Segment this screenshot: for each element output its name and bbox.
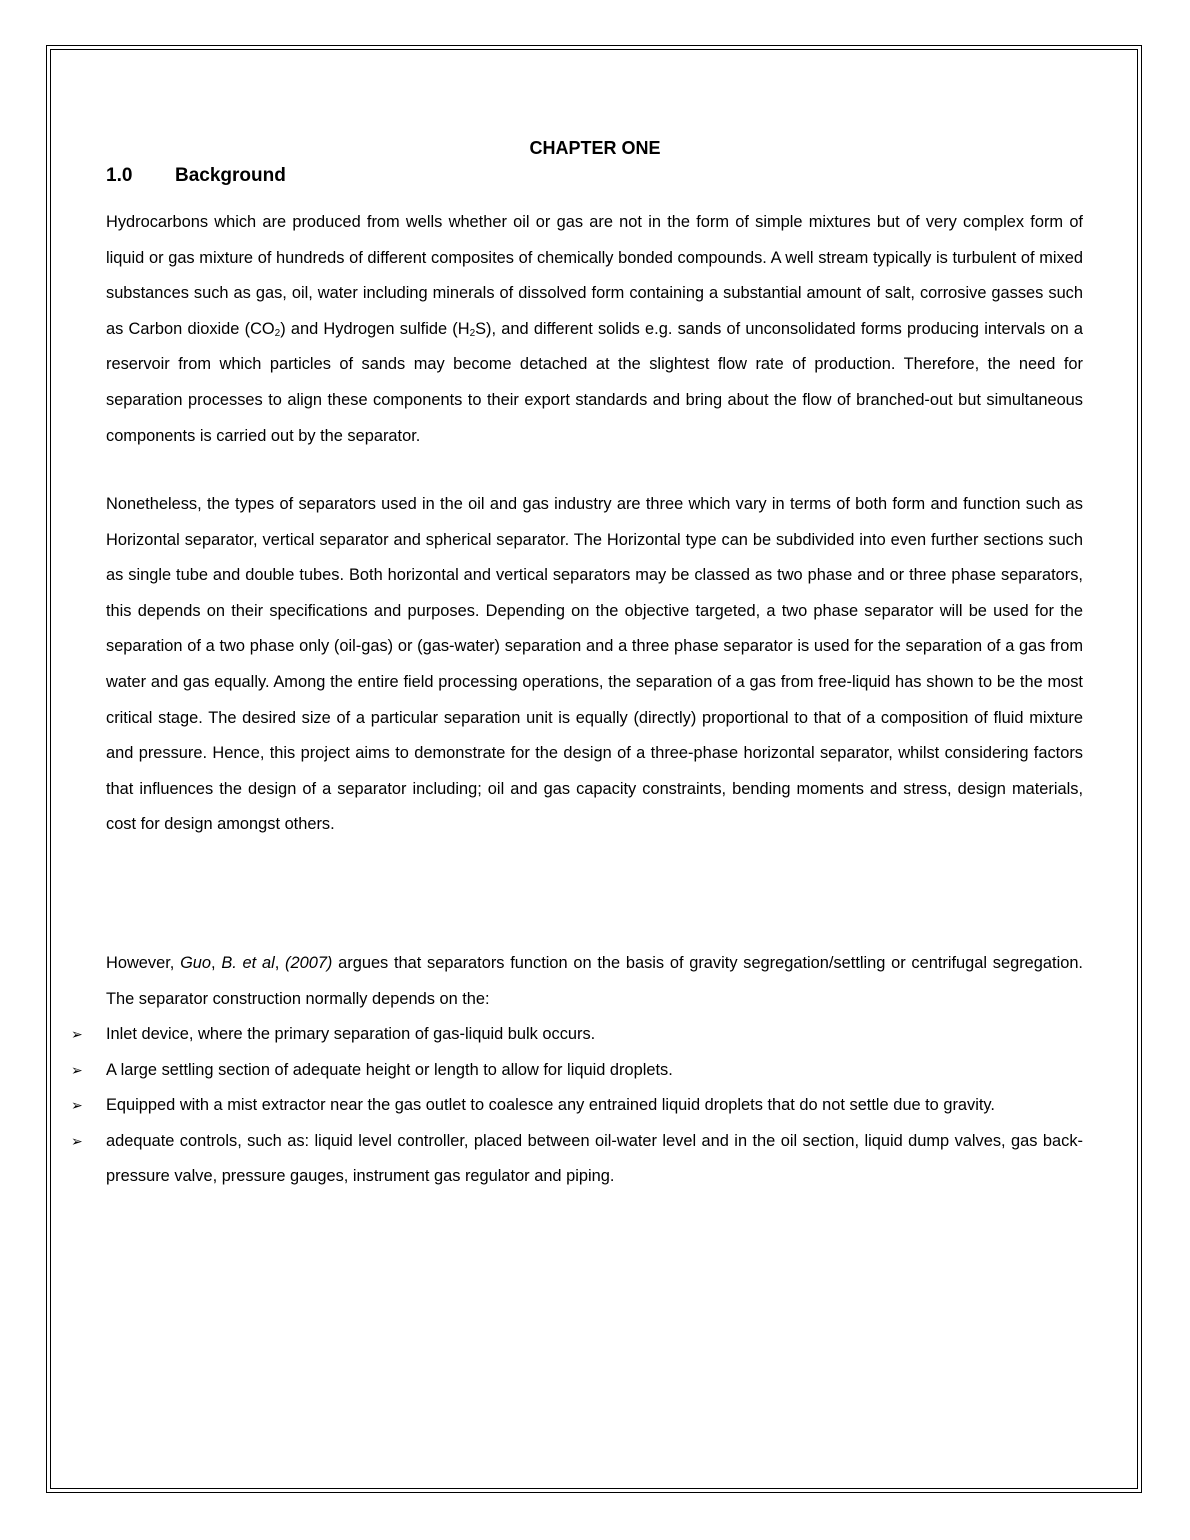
- bullet-arrow-icon: ➢: [71, 1132, 83, 1149]
- citation-separator-2: ,: [274, 954, 286, 972]
- list-item: [71, 1088, 1083, 1124]
- list-item: [71, 1124, 1083, 1195]
- bullet-arrow-icon: ➢: [71, 1097, 83, 1114]
- bullet-arrow-icon: ➢: [71, 1061, 83, 1078]
- chapter-title: CHAPTER ONE: [529, 138, 661, 158]
- list-item-text: A large settling section of adequate height or length to allow for liquid droplets.: [106, 1060, 673, 1079]
- paragraph-3-text-b: argues that separators function on the basis of gravity segregation/settling or centrifugal segregation. The separator construction normally depends on the:: [106, 954, 1083, 1008]
- section-heading: [106, 164, 286, 188]
- section-title: Background: [175, 165, 286, 186]
- list-item-text: Equipped with a mist extractor near the gas outlet to coalesce any entrained liquid droplets that do not settle due to gravity.: [106, 1096, 995, 1115]
- paragraph-1-text-c: S), and different solids e.g. sands of unconsolidated forms producing intervals on a reservoir from which particles of sands may become detached at the slightest flow rate of production. Therefore, the need for separation processes to align these components to their export standards and bring about the flow of branched-out but simultaneous components is carried out by the separator.: [106, 319, 1083, 445]
- paragraph-1-text-b: ) and Hydrogen sulfide (H: [280, 319, 470, 338]
- list-item-text: adequate controls, such as: liquid level controller, placed between oil-water level and in the oil section, liquid dump valves, gas back-pressure valve, pressure gauges, instrument gas regulator and piping.: [106, 1131, 1083, 1186]
- list-item-text: Inlet device, where the primary separation of gas-liquid bulk occurs.: [106, 1025, 596, 1043]
- list-item: [71, 1017, 1083, 1053]
- construction-list: [71, 1017, 1083, 1195]
- co2-subscript: 2: [274, 327, 281, 339]
- citation-author: Guo: [180, 954, 212, 972]
- citation-separator-1: ,: [211, 954, 222, 972]
- paragraph-1-text-a: Hydrocarbons which are produced from wells whether oil or gas are not in the form of simple mixtures but of very complex form of liquid or gas mixture of hundreds of different composites of chemically bonded compounds. A well stream typically is turbulent of mixed substances such as gas, oil, water including minerals of dissolved form containing a substantial amount of salt, corrosive gasses such as Carbon dioxide (CO: [106, 213, 1083, 338]
- citation-etal: B. et al: [221, 954, 275, 972]
- section-number: 1.0: [106, 165, 133, 186]
- paragraph-3: [106, 946, 1083, 1017]
- paragraph-3-text-a: However,: [106, 954, 181, 972]
- list-item: [71, 1053, 1083, 1089]
- paragraph-2: Nonetheless, the types of separators used in the oil and gas industry are three which vary in terms of both form and function such as Horizontal separator, vertical separator and spherical separator. The Horizontal type can be subdivided into even further sections such as single tube and double tubes. Both horizontal and vertical separators may be classed as two phase and or three phase separators, this depends on their specifications and purposes. Depending on the objective targeted, a two phase separator will be used for the separation of a two phase only (oil-gas) or (gas-water) separation and a three phase separator is used for the separation of a gas from water and gas equally. Among the entire field processing operations, the separation of a gas from free-liquid has shown to be the most critical stage. The desired size of a particular separation unit is equally (directly) proportional to that of a composition of fluid mixture and pressure. Hence, this project aims to demonstrate for the design of a three-phase horizontal separator, whilst considering factors that influences the design of a separator including; oil and gas capacity constraints, bending moments and stress, design materials, cost for design amongst others.: [106, 495, 1083, 834]
- bullet-arrow-icon: ➢: [71, 1026, 83, 1042]
- citation-year: (2007): [285, 954, 333, 972]
- paragraph-1: [106, 205, 1083, 454]
- h2s-subscript: 2: [469, 327, 476, 339]
